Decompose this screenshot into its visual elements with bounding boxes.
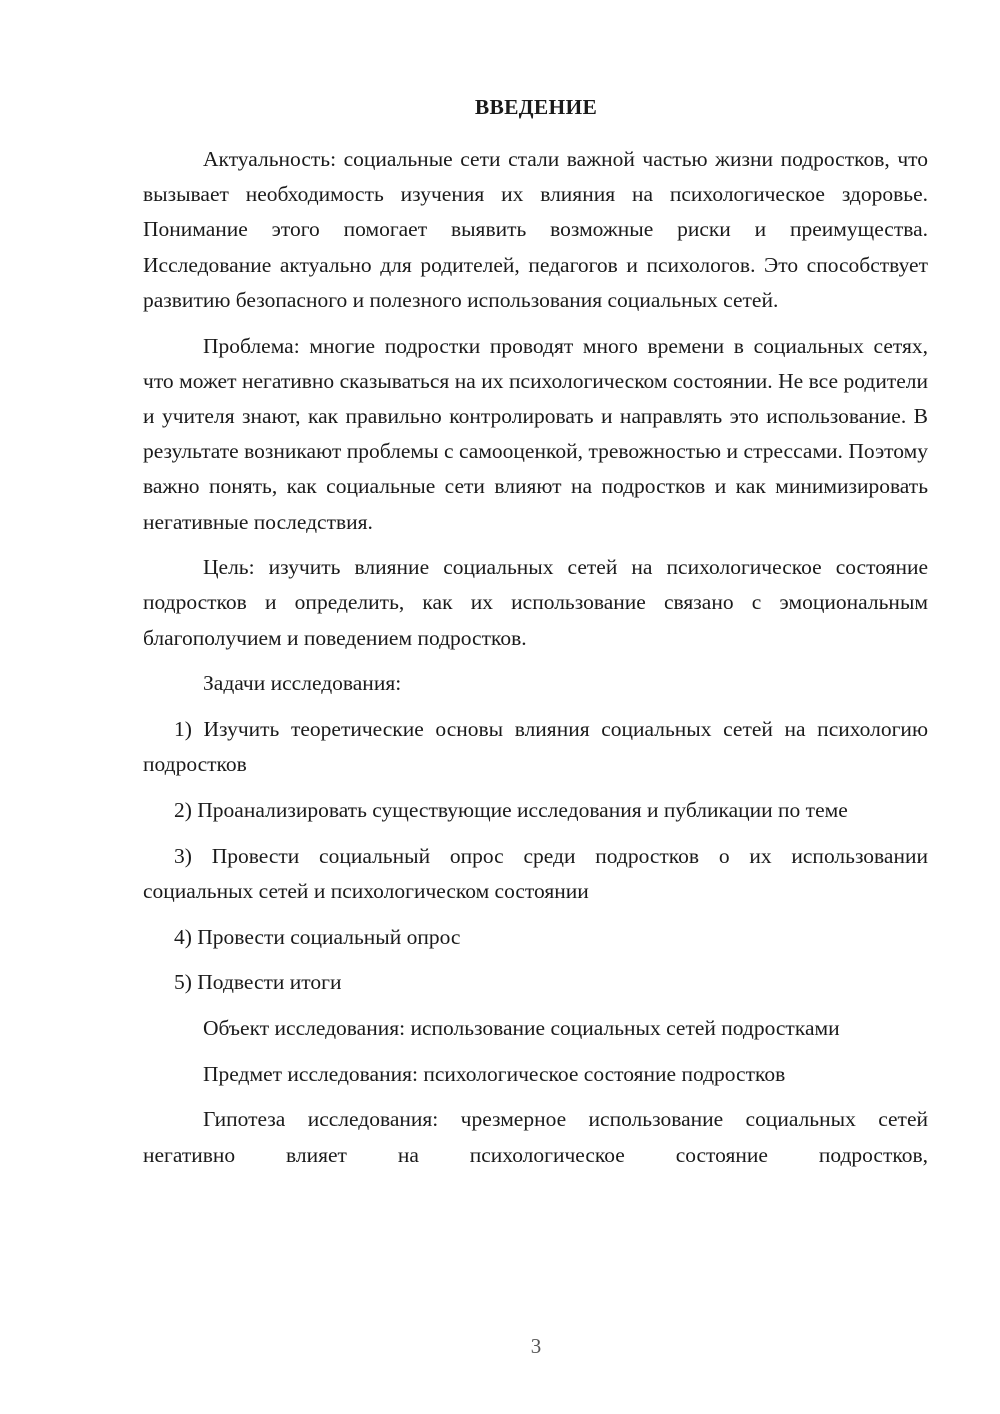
task-item-3: 3) Провести социальный опрос среди подростков о их использовании социальных сетей и психологическом состоянии [143,843,928,903]
task-item-1: 1) Изучить теоретические основы влияния социальных сетей на психологию подростков [143,717,928,777]
page-title: ВВЕДЕНИЕ [474,95,598,119]
paragraph-hypothesis: Гипотеза исследования: чрезмерное использование социальных сетей негативно влияет на психологическое состояние подростков, [143,1107,928,1167]
document-body [143,142,928,1173]
paragraph-problem: Проблема: многие подростки проводят много времени в социальных сетях, что может негативно сказываться на их психологическом состоянии. Не все родители и учителя знают, как правильно контролировать и направлять это использование. В результате возникают проблемы с самооценкой, тревожностью и стрессами. Поэтому важно понять, как социальные сети влияют на подростков и как минимизировать негативные последствия. [143,333,928,534]
paragraph-relevance: Актуальность: социальные сети стали важной частью жизни подростков, что вызывает необходимость изучения их влияния на психологическое здоровье. Понимание этого помогает выявить возможные риски и преимущества. Исследование актуально для родителей, педагогов и психологов. Это способствует развитию безопасного и полезного использования социальных сетей. [143,147,928,312]
paragraph-subject: Предмет исследования: психологическое состояние подростков [203,1061,786,1086]
task-item-2: 2) Проанализировать существующие исследования и публикации по теме [174,797,848,822]
tasks-title: Задачи исследования: [203,671,402,696]
task-item-5: 5) Подвести итоги [174,970,342,995]
paragraph-goal: Цель: изучить влияние социальных сетей на психологическое состояние подростков и определить, как их использование связано с эмоциональным благополучием и поведением подростков. [143,555,928,650]
page-number: 3 [530,1334,542,1358]
task-item-4: 4) Провести социальный опрос [174,924,461,949]
paragraph-object: Объект исследования: использование социальных сетей подростками [203,1015,840,1040]
